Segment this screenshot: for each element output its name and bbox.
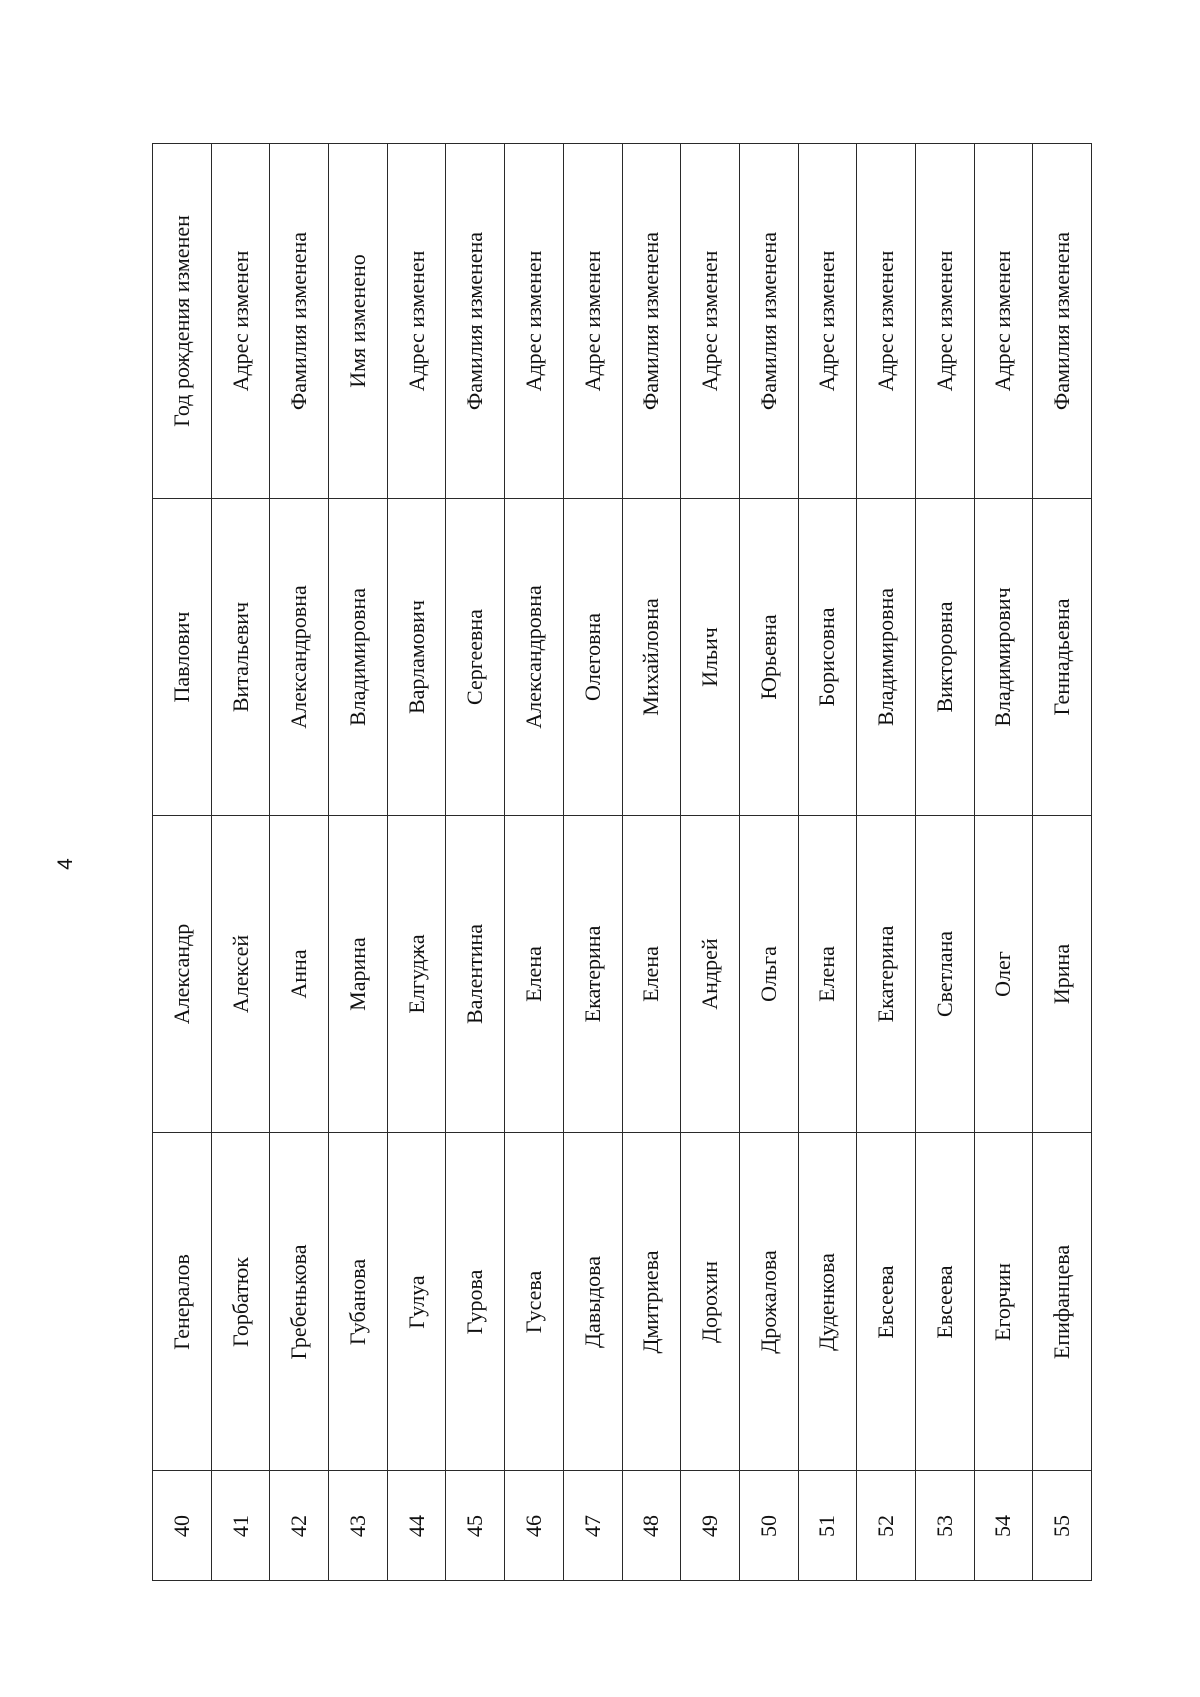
cell-last-name-text: Дорохин (697, 1260, 723, 1343)
cell-first-name-text: Александр (168, 923, 194, 1025)
cell-number (505, 1470, 563, 1580)
cell-patronymic-text: Витальевич (227, 601, 253, 713)
cell-first-name (505, 815, 563, 1132)
cell-number-text: 43 (344, 1514, 370, 1537)
cell-number-text: 45 (462, 1514, 488, 1537)
cell-change-note-text: Фамилия изменена (1049, 231, 1075, 411)
cell-change-note-text: Имя изменено (344, 254, 370, 388)
cell-number (564, 1470, 622, 1580)
cell-first-name (975, 815, 1033, 1132)
cell-last-name-text: Генералов (168, 1253, 194, 1350)
cell-patronymic-text: Варламович (403, 599, 429, 715)
cell-last-name-text: Евсеева (931, 1264, 957, 1339)
cell-number (681, 1470, 739, 1580)
cell-change-note-text: Фамилия изменена (755, 231, 781, 411)
cell-change-note-text: Адрес изменен (873, 250, 899, 392)
cell-first-name (740, 815, 798, 1132)
cell-number-text: 53 (931, 1514, 957, 1537)
cell-number-text: 47 (579, 1514, 605, 1537)
cell-first-name-text: Алексей (227, 934, 253, 1014)
cell-patronymic-text: Михайловна (638, 598, 664, 716)
cell-patronymic (740, 498, 798, 815)
cell-change-note-text: Адрес изменен (520, 250, 546, 392)
cell-patronymic (564, 498, 622, 815)
cell-first-name (153, 815, 211, 1132)
cell-first-name-text: Светлана (931, 930, 957, 1018)
table-row (388, 144, 447, 1580)
cell-patronymic-text: Владимировна (344, 587, 370, 727)
cell-patronymic-text: Сергеевна (462, 609, 488, 705)
cell-number-text: 55 (1049, 1514, 1075, 1537)
cell-first-name (857, 815, 915, 1132)
cell-first-name (212, 815, 270, 1132)
cell-number (740, 1470, 798, 1580)
cell-patronymic (799, 498, 857, 815)
cell-number (153, 1470, 211, 1580)
cell-change-note (857, 144, 915, 498)
cell-last-name-text: Егорчин (990, 1262, 1016, 1341)
cell-number (388, 1470, 446, 1580)
cell-patronymic-text: Викторовна (931, 601, 957, 713)
table-row (153, 144, 212, 1580)
cell-change-note (1033, 144, 1091, 498)
cell-number (446, 1470, 504, 1580)
cell-patronymic-text: Олеговна (579, 612, 605, 702)
cell-first-name (388, 815, 446, 1132)
cell-first-name-text: Ольга (755, 946, 781, 1002)
cell-change-note (799, 144, 857, 498)
cell-first-name-text: Марина (344, 937, 370, 1011)
cell-first-name (623, 815, 681, 1132)
cell-patronymic (857, 498, 915, 815)
cell-change-note-text: Фамилия изменена (638, 231, 664, 411)
cell-last-name-text: Гурова (462, 1269, 488, 1334)
cell-last-name (1033, 1132, 1091, 1470)
cell-last-name (212, 1132, 270, 1470)
cell-number-text: 41 (227, 1514, 253, 1537)
cell-last-name (740, 1132, 798, 1470)
cell-patronymic (270, 498, 328, 815)
cell-last-name (681, 1132, 739, 1470)
cell-number-text: 46 (520, 1514, 546, 1537)
table-row (799, 144, 858, 1580)
cell-number (623, 1470, 681, 1580)
cell-number-text: 50 (755, 1514, 781, 1537)
cell-patronymic (623, 498, 681, 815)
cell-change-note-text: Фамилия изменена (462, 231, 488, 411)
table-row (329, 144, 388, 1580)
cell-number (916, 1470, 974, 1580)
cell-change-note (564, 144, 622, 498)
cell-patronymic (681, 498, 739, 815)
cell-first-name (1033, 815, 1091, 1132)
cell-patronymic-text: Александровна (520, 585, 546, 729)
cell-change-note-text: Адрес изменен (990, 250, 1016, 392)
cell-first-name-text: Екатерина (873, 925, 899, 1023)
cell-last-name (623, 1132, 681, 1470)
cell-change-note (740, 144, 798, 498)
cell-last-name-text: Давыдова (579, 1255, 605, 1348)
table-row (505, 144, 564, 1580)
cell-number-text: 40 (168, 1514, 194, 1537)
cell-first-name (270, 815, 328, 1132)
cell-last-name-text: Гребенькова (286, 1243, 312, 1360)
cell-change-note (505, 144, 563, 498)
cell-patronymic-text: Ильич (697, 627, 723, 687)
cell-number (329, 1470, 387, 1580)
table-row (681, 144, 740, 1580)
cell-last-name-text: Евсеева (873, 1264, 899, 1339)
cell-last-name-text: Губанова (344, 1258, 370, 1345)
cell-change-note (916, 144, 974, 498)
cell-patronymic-text: Борисовна (814, 607, 840, 707)
cell-last-name (857, 1132, 915, 1470)
table-row (212, 144, 271, 1580)
cell-last-name (799, 1132, 857, 1470)
cell-last-name-text: Горбатюк (227, 1256, 253, 1347)
cell-change-note-text: Адрес изменен (697, 250, 723, 392)
cell-change-note-text: Адрес изменен (579, 250, 605, 392)
table-row (857, 144, 916, 1580)
cell-number-text: 48 (638, 1514, 664, 1537)
cell-number (975, 1470, 1033, 1580)
cell-patronymic-text: Александровна (286, 585, 312, 729)
cell-first-name-text: Елена (814, 946, 840, 1002)
cell-change-note-text: Адрес изменен (814, 250, 840, 392)
cell-last-name-text: Дмитриева (638, 1250, 664, 1353)
table-row (623, 144, 682, 1580)
cell-last-name (916, 1132, 974, 1470)
cell-number-text: 49 (697, 1514, 723, 1537)
cell-patronymic-text: Павлович (168, 611, 194, 703)
cell-last-name (975, 1132, 1033, 1470)
cell-first-name-text: Ирина (1049, 943, 1075, 1005)
cell-first-name-text: Елена (520, 946, 546, 1002)
cell-first-name (564, 815, 622, 1132)
cell-change-note (446, 144, 504, 498)
cell-number-text: 42 (286, 1514, 312, 1537)
cell-patronymic (975, 498, 1033, 815)
cell-first-name-text: Екатерина (579, 925, 605, 1023)
table-row (740, 144, 799, 1580)
cell-first-name-text: Анна (286, 949, 312, 999)
cell-number (857, 1470, 915, 1580)
cell-patronymic (916, 498, 974, 815)
cell-change-note (388, 144, 446, 498)
cell-patronymic (153, 498, 211, 815)
cell-last-name (388, 1132, 446, 1470)
table-row (975, 144, 1034, 1580)
cell-patronymic (505, 498, 563, 815)
cell-change-note-text: Фамилия изменена (286, 231, 312, 411)
cell-first-name (446, 815, 504, 1132)
table-row (916, 144, 975, 1580)
cell-change-note (153, 144, 211, 498)
cell-last-name-text: Епифанцева (1049, 1244, 1075, 1359)
table-row (446, 144, 505, 1580)
cell-number-text: 44 (403, 1514, 429, 1537)
cell-patronymic-text: Геннадьевна (1049, 598, 1075, 716)
cell-patronymic-text: Юрьевна (755, 614, 781, 700)
cell-first-name (329, 815, 387, 1132)
cell-first-name-text: Олег (990, 951, 1016, 997)
page-number: 4 (54, 858, 77, 870)
cell-last-name-text: Дуденкова (814, 1252, 840, 1351)
cell-change-note (270, 144, 328, 498)
table-row (270, 144, 329, 1580)
cell-first-name-text: Елгуджа (403, 934, 429, 1014)
cell-patronymic-text: Владимирович (990, 587, 1016, 727)
cell-change-note (623, 144, 681, 498)
cell-patronymic (388, 498, 446, 815)
cell-number-text: 51 (814, 1514, 840, 1537)
cell-last-name (564, 1132, 622, 1470)
cell-last-name (329, 1132, 387, 1470)
cell-last-name (446, 1132, 504, 1470)
table-row (1033, 144, 1092, 1580)
cell-change-note-text: Год рождения изменен (168, 215, 194, 427)
cell-number (270, 1470, 328, 1580)
cell-number-text: 52 (873, 1514, 899, 1537)
cell-patronymic (1033, 498, 1091, 815)
cell-number (1033, 1470, 1091, 1580)
cell-first-name-text: Елена (638, 946, 664, 1002)
cell-change-note-text: Адрес изменен (403, 250, 429, 392)
cell-last-name-text: Гусева (520, 1270, 546, 1333)
cell-first-name-text: Андрей (697, 938, 723, 1010)
cell-first-name-text: Валентина (462, 923, 488, 1025)
cell-patronymic (212, 498, 270, 815)
cell-patronymic (446, 498, 504, 815)
cell-first-name (799, 815, 857, 1132)
cell-change-note-text: Адрес изменен (931, 250, 957, 392)
cell-change-note (329, 144, 387, 498)
cell-last-name (270, 1132, 328, 1470)
cell-last-name (153, 1132, 211, 1470)
records-table (152, 143, 1092, 1581)
cell-first-name (681, 815, 739, 1132)
cell-number-text: 54 (990, 1514, 1016, 1537)
cell-number (212, 1470, 270, 1580)
cell-patronymic (329, 498, 387, 815)
cell-change-note-text: Адрес изменен (227, 250, 253, 392)
cell-change-note (975, 144, 1033, 498)
cell-last-name-text: Дрожалова (755, 1249, 781, 1354)
cell-last-name-text: Гулуа (403, 1274, 429, 1329)
cell-number (799, 1470, 857, 1580)
cell-last-name (505, 1132, 563, 1470)
table-row (564, 144, 623, 1580)
cell-change-note (212, 144, 270, 498)
cell-patronymic-text: Владимировна (873, 587, 899, 727)
cell-first-name (916, 815, 974, 1132)
cell-change-note (681, 144, 739, 498)
